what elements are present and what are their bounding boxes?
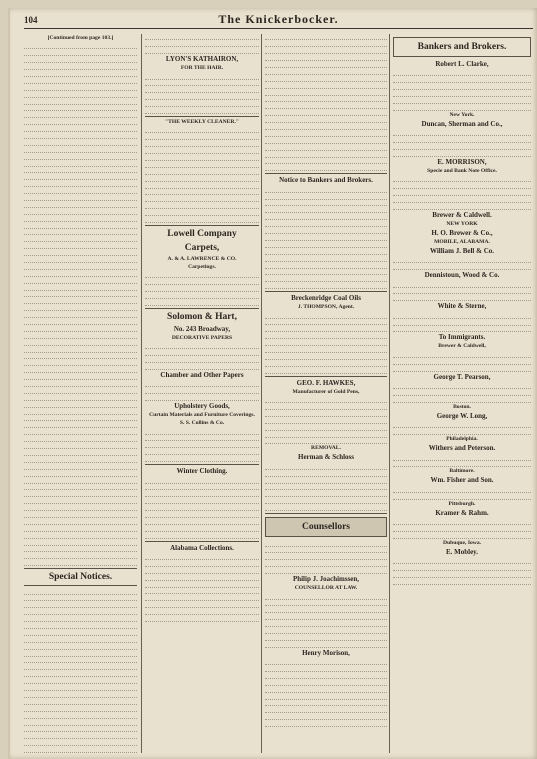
counsellors-heading: Counsellors — [265, 517, 387, 537]
lowell-heading: Lowell Company — [167, 228, 237, 239]
hawkes-heading: GEO. F. HAWKES, — [296, 378, 356, 387]
column-3 — [261, 34, 390, 753]
notices-bankers-heading: Notice to Bankers and Brokers. — [279, 176, 373, 185]
mobley: E. Mobley. — [445, 547, 479, 556]
special-notices-heading: Special Notices. — [48, 572, 113, 583]
decorative-papers: DECORATIVE PAPERS — [171, 334, 233, 341]
continued-note: [Continued from page 103.] — [47, 35, 114, 41]
newyork: New York. — [449, 111, 475, 118]
bankers-heading: Bankers and Brokers. — [393, 37, 531, 57]
morrison: E. MORRISON, — [437, 157, 487, 166]
philip: Philip J. Joachimssen, — [292, 575, 360, 584]
pittsburgh: Pittsburgh. — [448, 500, 476, 507]
column-4 — [389, 34, 534, 753]
lyon-heading: LYON'S KATHAIRON, — [165, 55, 239, 64]
solomon-heading: Solomon & Hart, — [167, 311, 237, 322]
weekly-heading: "THE WEEKLY CLEANER." — [165, 119, 239, 126]
solomon-address: No. 243 Broadway, — [173, 324, 231, 333]
counsellor-law: COUNSELLOR AT LAW. — [294, 585, 358, 592]
clarke: Robert L. Clarke, — [435, 60, 489, 68]
upholstery: Upholstery Goods, — [174, 402, 230, 411]
newspaper-page — [8, 8, 537, 759]
dennistoun: Dennistoun, Wood & Co. — [424, 271, 500, 280]
brewer: Brewer & Caldwell. — [432, 210, 492, 219]
pearson: George T. Pearson, — [433, 372, 491, 381]
boston: Boston. — [453, 403, 471, 410]
brewer3: Brewer & Caldwell, — [438, 343, 486, 350]
specie: Specie and Bank Note Office. — [427, 167, 497, 174]
hawkes-sub: Manufacturer of Gold Pens, — [292, 388, 360, 395]
bell: William J. Bell & Co. — [429, 246, 495, 255]
newyork2: NEW YORK — [446, 220, 478, 227]
column-2 — [141, 34, 262, 753]
collins: S. S. Collins & Co. — [179, 420, 225, 427]
curtain: Curtain Materials and Furniture Coverings. — [149, 412, 255, 419]
page-number: 104 — [24, 15, 38, 25]
column-1 — [24, 34, 140, 753]
lyon-sub: FOR THE HAIR. — [180, 65, 224, 72]
herman: Herman & Schloss — [298, 453, 354, 462]
removal: REMOVAL. — [311, 445, 341, 452]
tennessee: To Immigrants. — [438, 333, 486, 342]
philadelphia: Philadelphia. — [446, 436, 478, 443]
duncan: Duncan, Sherman and Co., — [421, 119, 503, 128]
carpets-heading: Carpets, — [184, 242, 220, 253]
notices-text — [24, 588, 137, 753]
coal-heading: Breckenridge Coal Oils — [291, 294, 361, 303]
george-w: George W. Long, — [436, 411, 488, 420]
withers: Withers and Peterson. — [428, 444, 496, 453]
wm-fisher: Wm. Fisher and Son. — [430, 476, 494, 485]
article-text — [24, 43, 137, 566]
mobile: MOBILE, ALABAMA. — [434, 238, 490, 245]
white: White & Sterne, — [437, 302, 487, 311]
carpetings: Carpetings. — [188, 263, 216, 270]
henry: Henry Morison, — [302, 648, 350, 657]
masthead — [24, 12, 533, 29]
chamber-heading: Chamber and Other Papers — [160, 371, 244, 379]
lawrence: A. & A. LAWRENCE & CO. — [167, 255, 237, 262]
alabama-heading: Alabama Collections. — [170, 543, 234, 552]
winter-heading: Winter Clothing. — [176, 467, 228, 476]
kramer: Kramer & Rahm. — [435, 508, 489, 517]
dubuque: Dubuque, Iowa. — [442, 539, 482, 546]
brewer2: H. O. Brewer & Co., — [431, 228, 493, 237]
publication-title: The Knickerbocker. — [218, 12, 339, 26]
baltimore: Baltimore. — [449, 468, 475, 475]
coal-sub: J. THOMPSON, Agent. — [297, 304, 355, 311]
